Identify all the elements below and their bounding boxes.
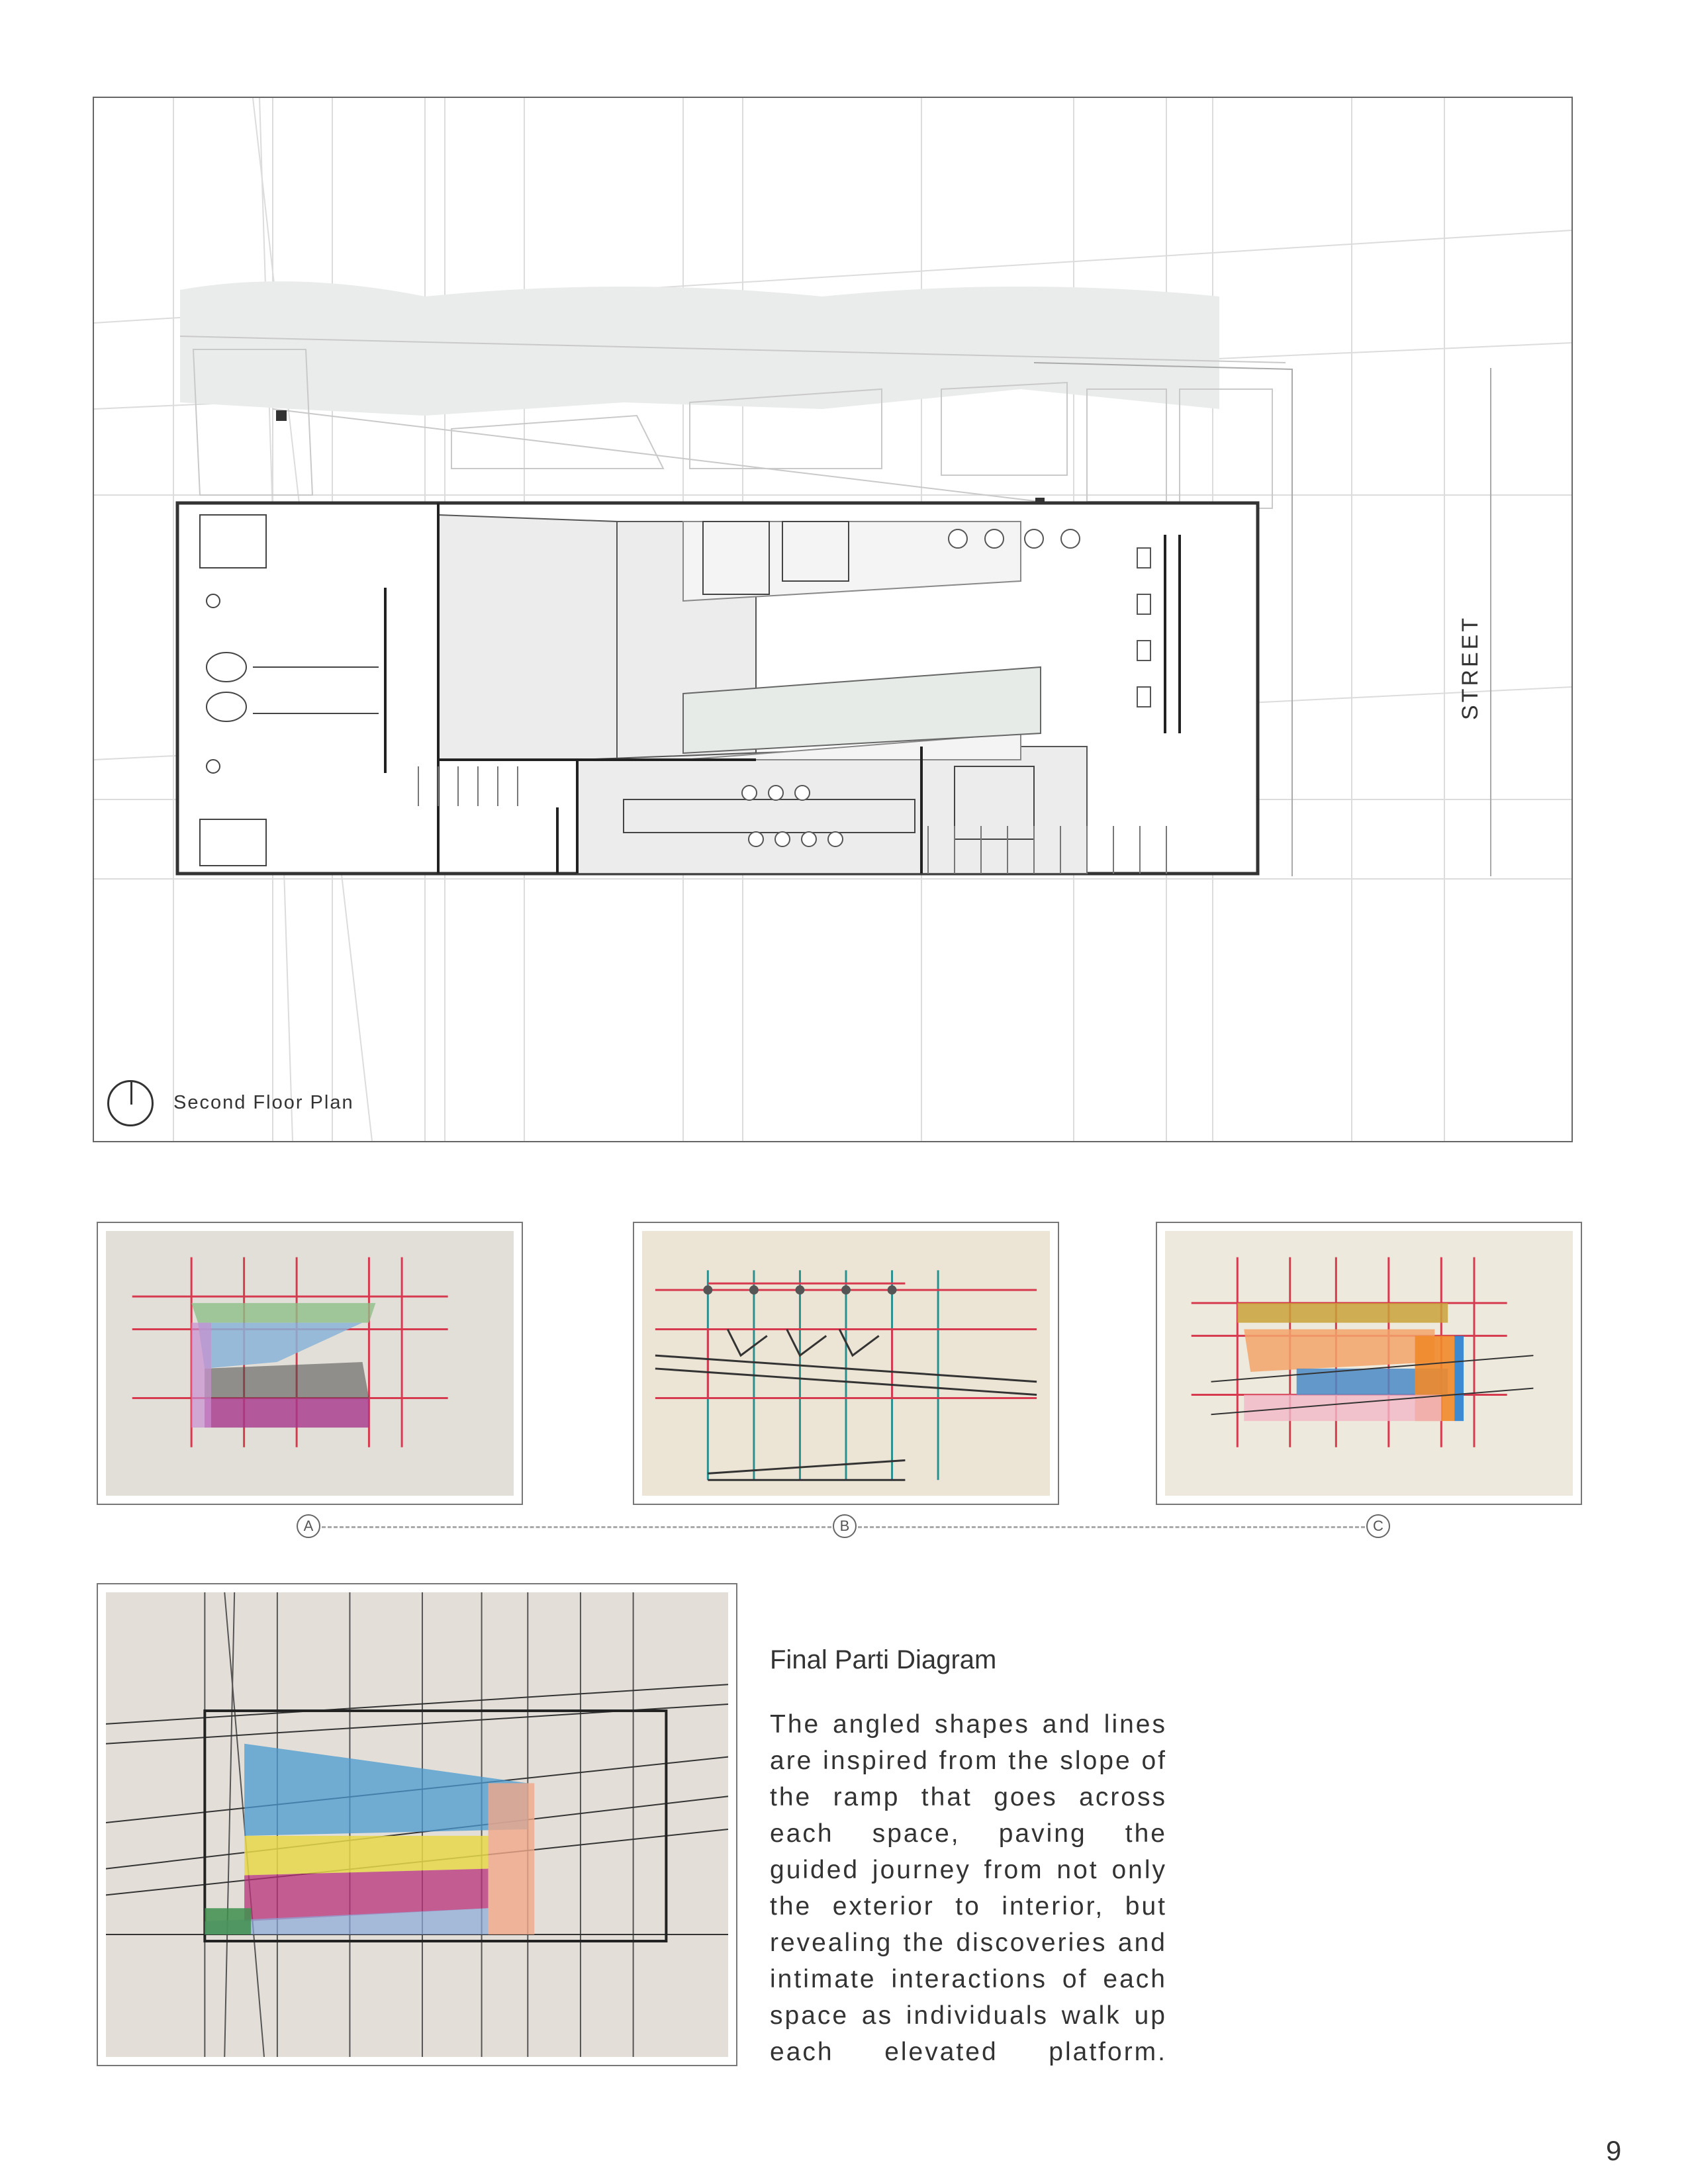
street-label: STREET	[1458, 615, 1483, 720]
sketch-c	[1156, 1222, 1582, 1505]
sketch-c-drawing	[1165, 1231, 1573, 1496]
marker-a: A	[297, 1514, 320, 1538]
floor-plan-drawing	[94, 98, 1571, 1141]
timeline-dash	[858, 1526, 1365, 1528]
north-arrow-icon	[107, 1080, 154, 1126]
final-parti-sketch	[97, 1583, 737, 2066]
final-parti-title: Final Parti Diagram	[770, 1645, 997, 1674]
sketch-a-drawing	[106, 1231, 514, 1496]
sketch-b	[633, 1222, 1059, 1505]
timeline-dash	[322, 1526, 831, 1528]
page-number: 9	[1606, 2135, 1622, 2166]
marker-c: C	[1366, 1514, 1390, 1538]
sketch-a	[97, 1222, 523, 1505]
final-parti-drawing	[106, 1592, 728, 2057]
sketch-b-drawing	[642, 1231, 1050, 1496]
floor-plan-frame	[93, 97, 1573, 1142]
sketch-timeline	[297, 1514, 1389, 1541]
plan-caption: Second Floor Plan	[173, 1092, 354, 1113]
final-parti-description: The angled shapes and lines are inspired from the slope of the ramp that goes across each space, paving the guided journey from not only the exterior to interior, but revealing the discoveries and intimate interactions of each space as individuals walk up each elevated platform.	[770, 1710, 1167, 2066]
marker-b: B	[833, 1514, 857, 1538]
